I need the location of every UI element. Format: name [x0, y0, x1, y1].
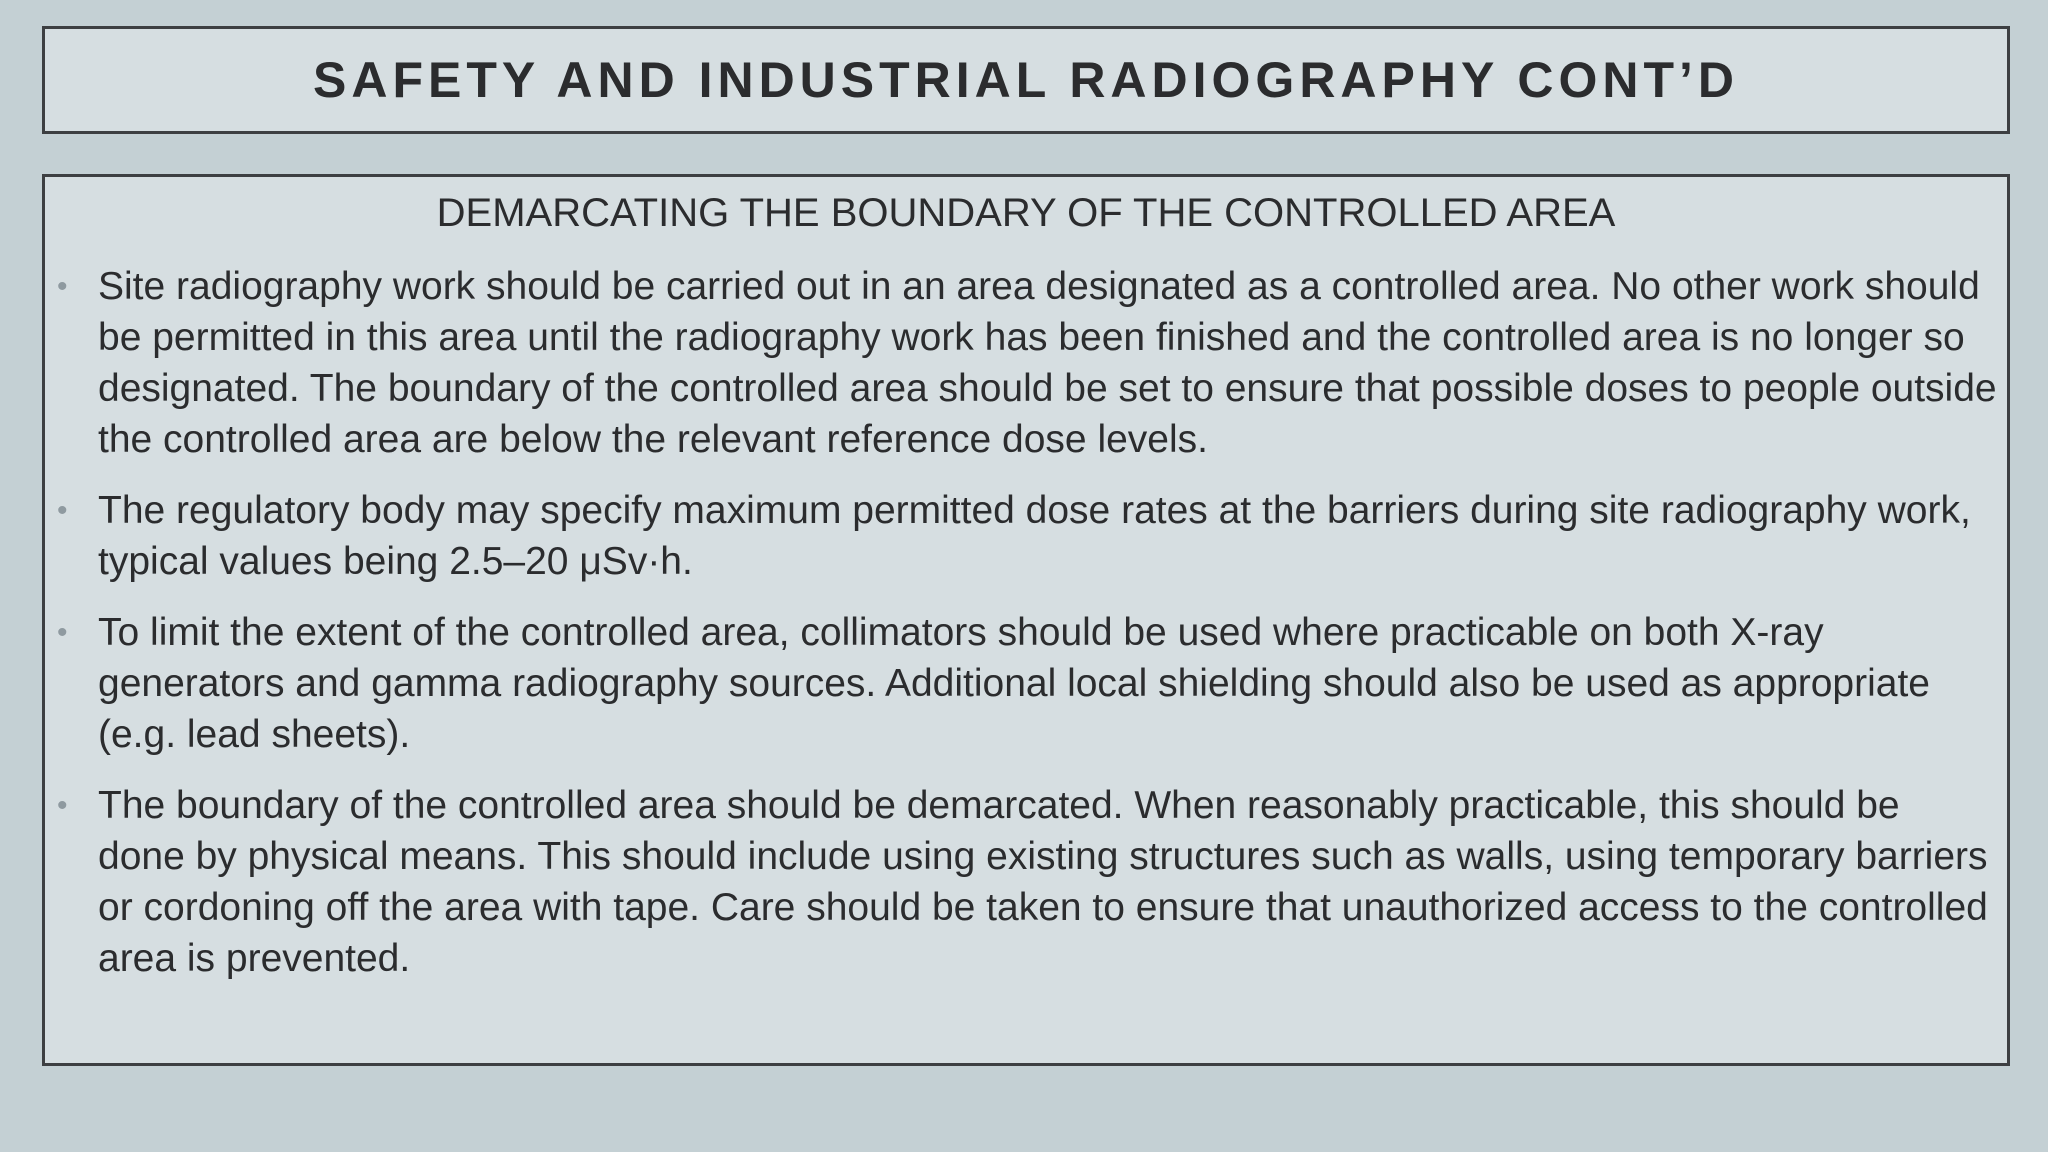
bullet-text: The regulatory body may specify maximum permitted dose rates at the barriers during site radiography work, typical values being 2.5–20 μSv·h.	[98, 489, 1971, 583]
content-box	[42, 174, 2010, 1066]
bullet-dot-icon: •	[57, 616, 68, 649]
bullet-dot-icon: •	[57, 789, 68, 822]
bullet-dot-icon: •	[57, 270, 68, 303]
bullet-item	[45, 780, 2007, 984]
bullet-text: Site radiography work should be carried out in an area designated as a controlled area. No other work should be permitted in this area until the radiography work has been finished and the controlled area is no longer so designated. The boundary of the controlled area should be set to ensure that possible doses to people outside the controlled area are below the relevant reference dose levels.	[98, 265, 1997, 461]
bullet-list	[45, 261, 2007, 1004]
bullet-item	[45, 261, 2007, 465]
title-box	[42, 26, 2010, 134]
slide-title: SAFETY AND INDUSTRIAL RADIOGRAPHY CONT’D	[312, 52, 1739, 108]
bullet-item	[45, 485, 2007, 587]
section-subheading: DEMARCATING THE BOUNDARY OF THE CONTROLLED AREA	[436, 191, 1616, 235]
bullet-text: To limit the extent of the controlled area, collimators should be used where practicable on both X-ray generators and gamma radiography sources. Additional local shielding should also be used as appropriate (e.g. lead sheets).	[98, 611, 1930, 756]
bullet-text: The boundary of the controlled area should be demarcated. When reasonably practicable, this should be done by physical means. This should include using existing structures such as walls, using temporary barriers or cordoning off the area with tape. Care should be taken to ensure that unauthorized access to the controlled area is prevented.	[98, 784, 1988, 980]
bullet-item	[45, 607, 2007, 760]
bullet-dot-icon: •	[57, 494, 68, 527]
